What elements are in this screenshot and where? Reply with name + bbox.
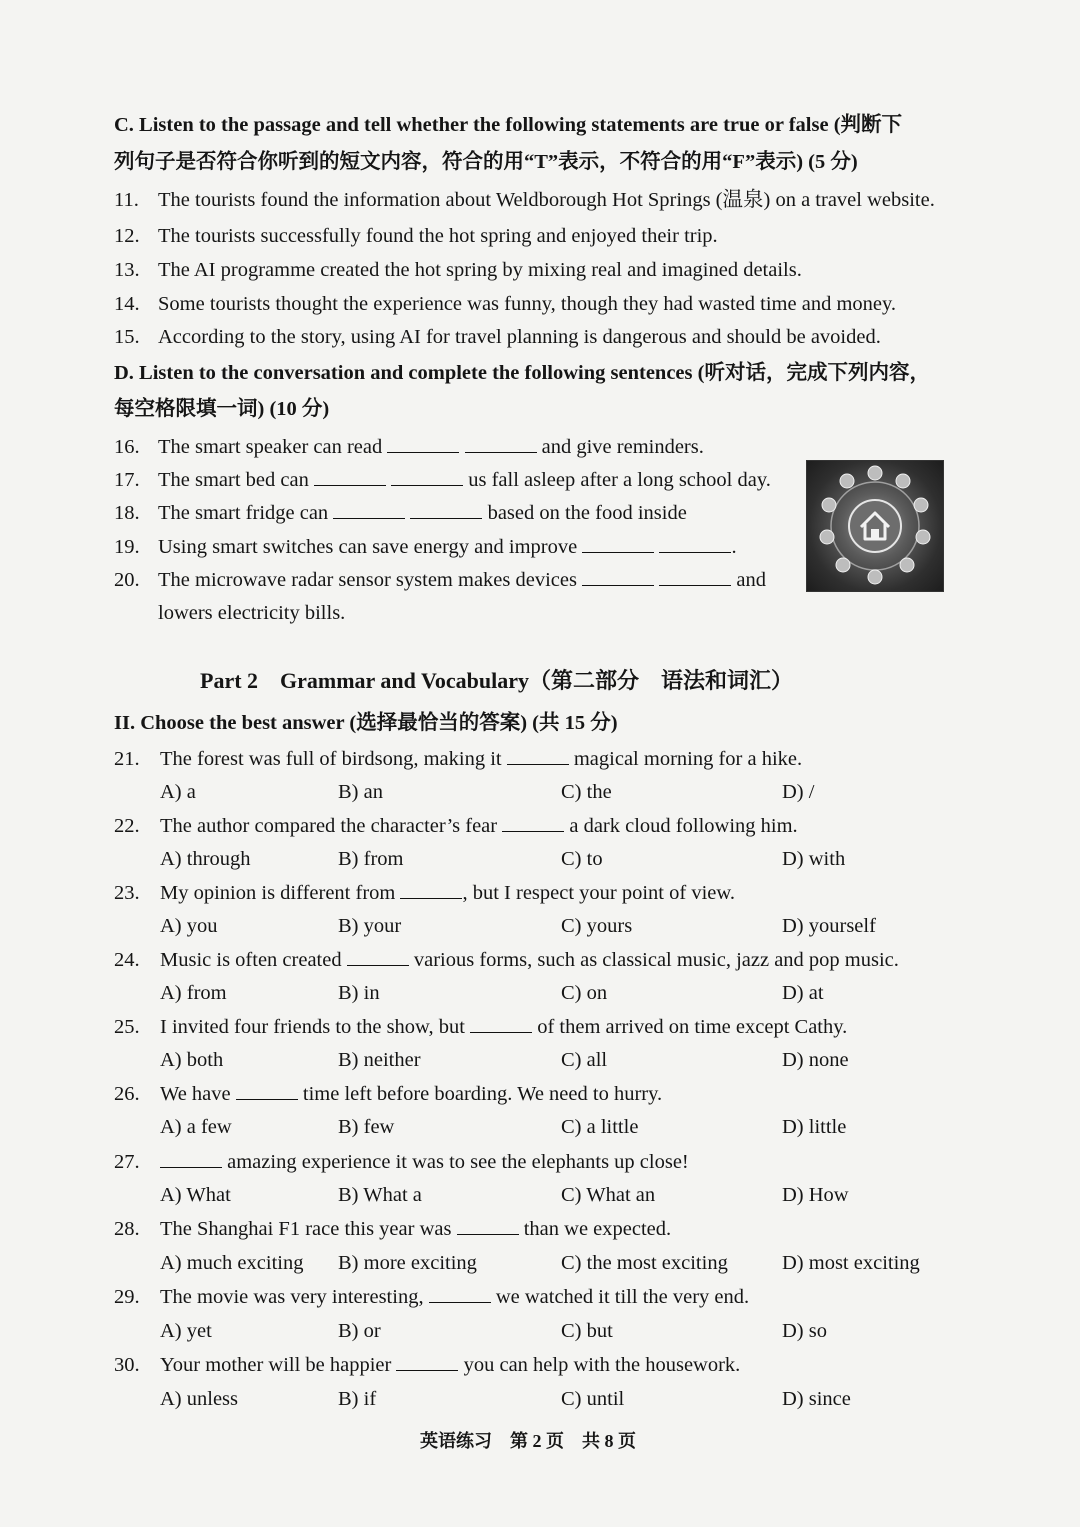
option-d[interactable]: D) at xyxy=(782,982,824,1004)
section-c-title-line1: C. Listen to the passage and tell whether the following statements are true or false (判断下 xyxy=(114,114,903,136)
answer-blank[interactable] xyxy=(314,467,386,486)
question-number: 22. xyxy=(114,815,140,837)
answer-blank[interactable] xyxy=(457,1216,519,1235)
option-a[interactable]: A) unless xyxy=(160,1388,239,1410)
answer-blank[interactable] xyxy=(582,534,654,553)
stem-after: , but I respect your point of view. xyxy=(462,882,735,904)
answer-blank[interactable] xyxy=(400,880,462,899)
option-a[interactable]: A) yet xyxy=(160,1320,212,1342)
option-b[interactable]: B) What a xyxy=(338,1184,422,1206)
option-a[interactable]: A) both xyxy=(160,1049,224,1071)
option-c[interactable]: C) the most exciting xyxy=(561,1252,728,1274)
question-number: 23. xyxy=(114,882,140,904)
sentence-before: The smart speaker can read xyxy=(158,436,383,458)
answer-blank[interactable] xyxy=(502,813,564,832)
answer-blank[interactable] xyxy=(347,947,409,966)
statement-text: The tourists found the information about Weldborough Hot Springs (温泉) on a travel website. xyxy=(158,189,935,211)
option-d[interactable]: D) most exciting xyxy=(782,1252,920,1274)
option-a[interactable]: A) a few xyxy=(160,1116,232,1138)
answer-blank[interactable] xyxy=(659,534,731,553)
option-b[interactable]: B) neither xyxy=(338,1049,421,1071)
item-number: 18. xyxy=(114,502,140,524)
stem-after: you can help with the housework. xyxy=(463,1354,741,1376)
option-c[interactable]: C) to xyxy=(561,848,603,870)
answer-blank[interactable] xyxy=(659,567,731,586)
option-a[interactable]: A) you xyxy=(160,915,218,937)
stem-before: I invited four friends to the show, but xyxy=(160,1016,465,1038)
stem-before: Your mother will be happier xyxy=(160,1354,392,1376)
answer-blank[interactable] xyxy=(470,1014,532,1033)
item-number: 14. xyxy=(114,293,140,315)
option-a[interactable]: A) from xyxy=(160,982,227,1004)
answer-blank[interactable] xyxy=(391,467,463,486)
answer-blank[interactable] xyxy=(465,434,537,453)
question-stem xyxy=(160,1081,662,1107)
fill-sentence xyxy=(158,467,771,493)
option-c[interactable]: C) the xyxy=(561,781,612,803)
question-stem xyxy=(160,880,735,906)
option-b[interactable]: B) an xyxy=(338,781,383,803)
statement-text: The AI programme created the hot spring by mixing real and imagined details. xyxy=(158,259,802,281)
question-stem xyxy=(160,813,798,839)
stem-before: My opinion is different from xyxy=(160,882,396,904)
item-number: 11. xyxy=(114,189,139,211)
sentence-before: The smart fridge can xyxy=(158,502,329,524)
option-d[interactable]: D) How xyxy=(782,1184,849,1206)
question-number: 24. xyxy=(114,949,140,971)
item-number: 20. xyxy=(114,569,140,591)
fill-sentence xyxy=(158,567,766,593)
option-a[interactable]: A) a xyxy=(160,781,196,803)
option-c[interactable]: C) but xyxy=(561,1320,613,1342)
question-number: 25. xyxy=(114,1016,140,1038)
question-stem xyxy=(160,947,899,973)
option-b[interactable]: B) if xyxy=(338,1388,377,1410)
answer-blank[interactable] xyxy=(236,1081,298,1100)
fill-sentence xyxy=(158,534,737,560)
item-number: 19. xyxy=(114,536,140,558)
section-d-title-line1: D. Listen to the conversation and complete the following sentences (听对话，完成下列内容， xyxy=(114,362,930,384)
option-d[interactable]: D) / xyxy=(782,781,815,803)
stem-after: than we expected. xyxy=(523,1218,672,1240)
answer-blank[interactable] xyxy=(582,567,654,586)
stem-before: The Shanghai F1 race this year was xyxy=(160,1218,452,1240)
answer-blank[interactable] xyxy=(333,500,405,519)
statement-text: Some tourists thought the experience was funny, though they had wasted time and money. xyxy=(158,293,897,315)
option-a[interactable]: A) much exciting xyxy=(160,1252,304,1274)
stem-before: Music is often created xyxy=(160,949,342,971)
item-number: 16. xyxy=(114,436,140,458)
option-d[interactable]: D) little xyxy=(782,1116,847,1138)
option-b[interactable]: B) from xyxy=(338,848,404,870)
option-c[interactable]: C) all xyxy=(561,1049,608,1071)
stem-after: a dark cloud following him. xyxy=(569,815,798,837)
option-a[interactable]: A) What xyxy=(160,1184,231,1206)
smart-home-icon xyxy=(807,461,943,591)
stem-before: The movie was very interesting, xyxy=(160,1286,424,1308)
option-b[interactable]: B) few xyxy=(338,1116,395,1138)
sentence-after: us fall asleep after a long school day. xyxy=(468,469,771,491)
question-stem xyxy=(160,1149,689,1175)
question-number: 26. xyxy=(114,1083,140,1105)
question-number: 27. xyxy=(114,1151,140,1173)
stem-after: amazing experience it was to see the elephants up close! xyxy=(227,1151,689,1173)
option-c[interactable]: C) yours xyxy=(561,915,633,937)
sentence-before: The smart bed can xyxy=(158,469,309,491)
answer-blank[interactable] xyxy=(387,434,459,453)
answer-blank[interactable] xyxy=(396,1352,458,1371)
option-c[interactable]: C) a little xyxy=(561,1116,639,1138)
fill-sentence-line2: lowers electricity bills. xyxy=(158,602,346,624)
question-stem xyxy=(160,1352,740,1378)
sentence-after: . xyxy=(731,536,737,558)
option-a[interactable]: A) through xyxy=(160,848,251,870)
stem-after: magical morning for a hike. xyxy=(573,748,803,770)
option-d[interactable]: D) none xyxy=(782,1049,849,1071)
answer-blank[interactable] xyxy=(507,746,569,765)
fill-sentence xyxy=(158,500,687,526)
option-c[interactable]: C) until xyxy=(561,1388,625,1410)
option-d[interactable]: D) since xyxy=(782,1388,851,1410)
stem-after: various forms, such as classical music, jazz and pop music. xyxy=(413,949,899,971)
page-footer: 英语练习 第 2 页 共 8 页 xyxy=(420,1431,636,1451)
answer-blank[interactable] xyxy=(410,500,482,519)
stem-before: The author compared the character’s fear xyxy=(160,815,498,837)
option-b[interactable]: B) more exciting xyxy=(338,1252,477,1274)
item-number: 12. xyxy=(114,225,140,247)
stem-after: of them arrived on time except Cathy. xyxy=(537,1016,848,1038)
item-number: 17. xyxy=(114,469,140,491)
answer-blank[interactable] xyxy=(160,1149,222,1168)
question-stem xyxy=(160,1284,749,1310)
option-c[interactable]: C) on xyxy=(561,982,608,1004)
statement-text: The tourists successfully found the hot spring and enjoyed their trip. xyxy=(158,225,718,247)
question-number: 28. xyxy=(114,1218,140,1240)
sentence-before: The microwave radar sensor system makes devices xyxy=(158,569,577,591)
question-number: 29. xyxy=(114,1286,140,1308)
item-number: 15. xyxy=(114,326,140,348)
answer-blank[interactable] xyxy=(429,1284,491,1303)
sentence-after: and xyxy=(736,569,766,591)
stem-before: We have xyxy=(160,1083,231,1105)
section-c-title-line2: 列句子是否符合你听到的短文内容，符合的用“T”表示，不符合的用“F”表示) (5 分) xyxy=(114,151,858,173)
fill-sentence xyxy=(158,434,704,460)
item-number: 13. xyxy=(114,259,140,281)
smart-home-image xyxy=(806,460,944,592)
question-stem xyxy=(160,1014,847,1040)
option-d[interactable]: D) yourself xyxy=(782,915,876,937)
sentence-after: and give reminders. xyxy=(541,436,704,458)
option-c[interactable]: C) What an xyxy=(561,1184,656,1206)
question-stem xyxy=(160,746,802,772)
sentence-before: Using smart switches can save energy and improve xyxy=(158,536,578,558)
stem-after: we watched it till the very end. xyxy=(495,1286,750,1308)
option-b[interactable]: B) in xyxy=(338,982,380,1004)
section-ii-title: II. Choose the best answer (选择最恰当的答案) (共 15 分) xyxy=(114,712,618,734)
question-stem xyxy=(160,1216,671,1242)
option-d[interactable]: D) so xyxy=(782,1320,827,1342)
part2-title: Part 2 Grammar and Vocabulary（第二部分 语法和词汇） xyxy=(200,668,793,693)
option-b[interactable]: B) or xyxy=(338,1320,381,1342)
option-d[interactable]: D) with xyxy=(782,848,846,870)
section-d-title-line2: 每空格限填一词) (10 分) xyxy=(114,398,330,420)
stem-before: The forest was full of birdsong, making it xyxy=(160,748,502,770)
statement-text: According to the story, using AI for travel planning is dangerous and should be avoided. xyxy=(158,326,881,348)
question-number: 30. xyxy=(114,1354,140,1376)
stem-after: time left before boarding. We need to hurry. xyxy=(302,1083,663,1105)
sentence-after: based on the food inside xyxy=(487,502,687,524)
question-number: 21. xyxy=(114,748,140,770)
option-b[interactable]: B) your xyxy=(338,915,402,937)
